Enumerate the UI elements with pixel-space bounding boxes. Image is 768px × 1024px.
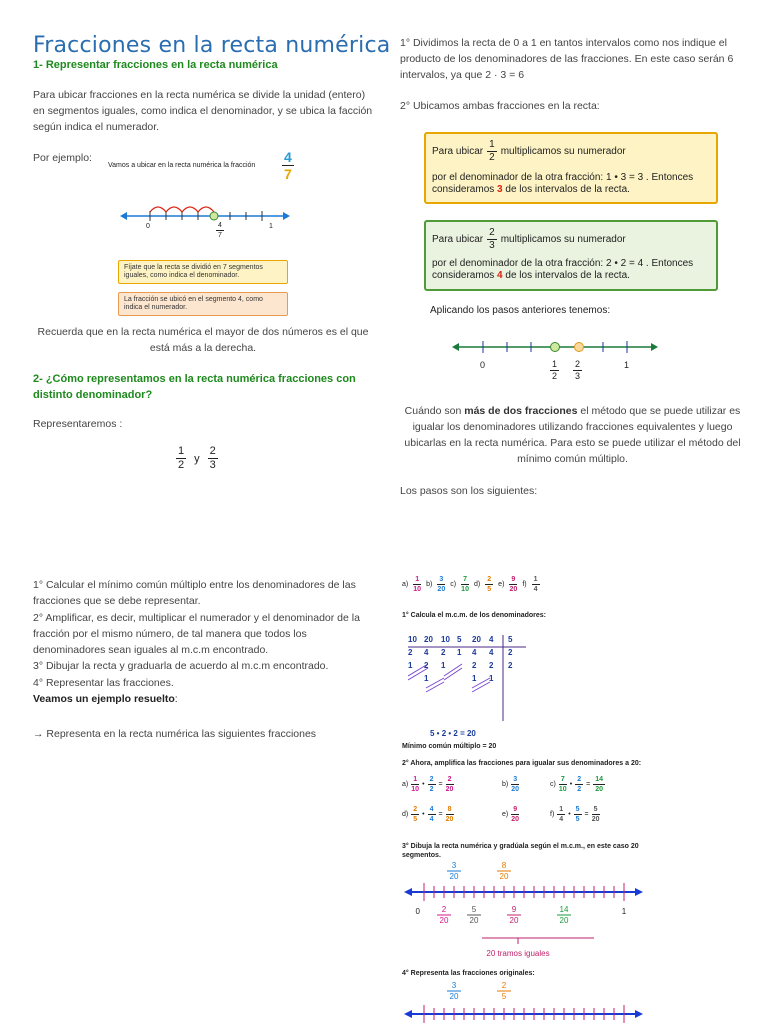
line2-one: 1	[624, 360, 630, 370]
step-3: 3° Dibujar la recta y graduarla de acuerdo al m.c.m encontrado.	[33, 660, 329, 673]
mcm-cell: 10	[408, 635, 417, 644]
step-4: 4° Representar las fracciones.	[33, 676, 174, 689]
mcm-cell: 2	[508, 648, 513, 657]
mcm-cell: 4	[424, 648, 429, 657]
left-arrow	[452, 343, 459, 351]
frac-num: 3	[451, 862, 457, 870]
ampl-label: e)	[502, 811, 509, 818]
line1-zero: 0	[146, 223, 150, 230]
box1-line3a: consideramos	[432, 184, 495, 195]
exercise-prompt: → Representa en la recta numérica las siguientes fracciones	[33, 728, 317, 740]
reminder-text: Recuerda que en la recta numérica el mayor de dos números es el que está más a la derecha.	[37, 326, 369, 354]
number-line-twentieths	[402, 862, 647, 962]
right-arrow	[635, 888, 643, 896]
ampl-result: $\frac{2}{20}$	[445, 776, 454, 793]
ampl-result: $\frac{14}{20}$	[595, 776, 603, 793]
step-2: 2° Amplificar, es decir, multiplicar el numerador y el denominador de la fracción por el mismo número, de tal manera que todos los denominadores sean iguales al m.c.m encontrado.	[33, 611, 360, 657]
hop-arc-2	[166, 207, 182, 212]
frac-den: 20	[559, 916, 569, 925]
box1-highlight: 3	[497, 184, 503, 195]
line1-mark	[216, 222, 224, 239]
ampl-mult: $\frac{4}{4}$	[429, 806, 434, 823]
point-four-sevenths	[210, 212, 218, 220]
point-two-thirds	[575, 343, 584, 352]
example-solved-colon: :	[174, 693, 178, 706]
ampl-result: $\frac{8}{20}$	[445, 806, 454, 823]
hint-box-one-half	[424, 132, 718, 204]
para-b: el método que se puede utilizar es igualar los denominadores utilizando fracciones equivalentes y luego ubicarlas en la recta numérica. Para esto se puede utilizar el método del mínimo común múltiplo.	[404, 405, 741, 465]
fraction-one-half: $\frac{1}{2}$	[178, 445, 185, 471]
mcm-cell: 4	[472, 648, 477, 657]
hop-arc-4	[198, 207, 214, 212]
below-fraction-3	[557, 905, 571, 925]
fractions-pair	[176, 446, 218, 471]
above-fraction-0	[447, 862, 461, 881]
frac-num: 2	[501, 982, 507, 990]
exercise-fractions	[402, 576, 540, 593]
mcm-cell: 1	[424, 674, 429, 683]
ampl-label: d)	[402, 811, 409, 818]
above-fraction-1	[497, 862, 511, 881]
exercise-fraction-5: $\frac{1}{4}$	[533, 576, 538, 593]
frac-den: 20	[439, 916, 449, 925]
below-fraction-1	[467, 905, 481, 925]
frac-num: 9	[511, 905, 517, 914]
ampl-frac: $\frac{9}{20}$	[511, 806, 520, 823]
box1-line2a: por el denominador de la otra fracción:	[432, 172, 604, 183]
frac-den: 20	[449, 872, 459, 881]
box1-pre: Para ubicar	[432, 145, 484, 157]
ampl-label: b)	[502, 781, 509, 788]
amplification-grid	[402, 776, 662, 832]
fraction-two-thirds: $\frac{2}{3}$	[209, 445, 216, 471]
ampl-label: c)	[550, 781, 556, 788]
number-line-sixths	[450, 336, 660, 360]
below-fraction-0	[437, 905, 451, 925]
box1-calc: 1 • 3 = 3	[606, 172, 644, 183]
right-arrow	[635, 1010, 643, 1018]
exercise-fraction-4: $\frac{9}{20}$	[509, 576, 518, 593]
line1-one: 1	[269, 223, 273, 230]
amplification-item	[502, 776, 519, 793]
ampl-frac: $\frac{2}{5}$	[413, 806, 418, 823]
mcm-cell: 20	[424, 635, 433, 644]
mcm-cell: 5	[457, 635, 462, 644]
exercise-label-5: f)	[522, 581, 527, 588]
mcm-cell: 1	[489, 674, 494, 683]
ampl-frac: $\frac{1}{10}$	[411, 776, 420, 793]
hop-arc-1	[150, 207, 166, 212]
amplification-item	[502, 806, 519, 823]
line2-one-half: $\frac{1}{2}$	[552, 359, 558, 381]
page-title: Fracciones en la recta numérica	[33, 33, 391, 58]
example-solved-label: Veamos un ejemplo resuelto	[33, 693, 175, 706]
exercise-fraction-2: $\frac{7}{10}$	[461, 576, 469, 593]
example-label: Por ejemplo:	[33, 152, 92, 164]
box1-line2b: . Entonces	[645, 172, 694, 183]
exercise-label-3: d)	[474, 581, 481, 588]
box2-fraction: $\frac{2}{3}$	[489, 227, 495, 251]
para-a: Cuándo son	[404, 405, 462, 417]
box1-fraction: $\frac{1}{2}$	[489, 139, 495, 163]
ampl-label: a)	[402, 781, 409, 788]
exercise-label-1: b)	[426, 581, 433, 588]
frac-num: 3	[451, 982, 457, 990]
example-frac-den: 7	[284, 166, 292, 182]
right-arrow	[651, 343, 658, 351]
applying-label: Aplicando los pasos anteriores tenemos:	[430, 305, 611, 316]
right-step-1: 1° Dividimos la recta de 0 a 1 en tantos intervalos como nos indique el producto de los denominadores de las fracciones. En este caso serán 6 intervalos, ya que 2 · 3 = 6	[400, 37, 734, 81]
ampl-frac: $\frac{1}{4}$	[559, 806, 564, 823]
conjunction: y	[194, 452, 200, 465]
frac-num: 8	[501, 862, 507, 870]
segments-label: 20 tramos iguales	[486, 949, 550, 958]
exercise-step-1: 1° Calcula el m.c.m. de los denominadores:	[402, 612, 547, 619]
point-one-half	[551, 343, 560, 352]
box2-line3b: de los intervalos de la recta.	[505, 270, 630, 281]
mcm-cell: 2	[508, 661, 513, 670]
ampl-frac: $\frac{3}{20}$	[511, 776, 520, 793]
section1-heading: 1- Representar fracciones en la recta numérica	[33, 59, 278, 71]
ampl-label: f)	[550, 811, 555, 818]
line2-two-thirds: $\frac{2}{3}$	[575, 359, 581, 381]
amplification-item: c) $\frac{7}{10}$ • $\frac{2}{2}$ = $\frac{14}{20}$	[550, 776, 603, 793]
hop-arc-3	[182, 207, 198, 212]
section1-paragraph: Para ubicar fracciones en la recta numérica se divide la unidad (entero) en segmentos iguales, como indica el denominador, y se ubica la facción según indica el numerador.	[33, 89, 373, 133]
one-label: 1	[621, 907, 627, 916]
mcm-cell: 1	[408, 661, 413, 670]
exercise-fraction-0: $\frac{1}{10}$	[413, 576, 422, 593]
ampl-frac: $\frac{7}{10}$	[558, 776, 567, 793]
ampl-mult: $\frac{2}{2}$	[577, 776, 582, 793]
mcm-cell: 2	[424, 661, 429, 670]
exercise-step-4: 4° Representa las fracciones originales:	[402, 970, 535, 977]
originals-fraction-0	[447, 982, 461, 1001]
frac-num: 2	[441, 905, 447, 914]
box1-post: multiplicamos su numerador	[500, 145, 626, 157]
example-fraction	[282, 150, 294, 181]
box2-calc: 2 • 2 = 4	[606, 258, 644, 269]
mcm-cell: 2	[472, 661, 477, 670]
step-1: 1° Calcular el mínimo común múltiplo entre los denominadores de las fracciones que se debe representar.	[33, 579, 356, 608]
box1-line3b: de los intervalos de la recta.	[505, 184, 630, 195]
mcm-calc: 5 • 2 • 2 = 20	[430, 729, 476, 738]
represent-label: Representaremos :	[33, 418, 123, 430]
mcm-cell: 20	[472, 635, 481, 644]
example-caption: Vamos a ubicar en la recta numérica la fracción	[108, 162, 256, 169]
box2-line2a: por el denominador de la otra fracción:	[432, 258, 604, 269]
number-line-originals	[402, 982, 647, 1024]
ampl-result: $\frac{5}{20}$	[591, 806, 600, 823]
box2-line2b: . Entonces	[645, 258, 694, 269]
frac-den: 20	[499, 872, 509, 881]
steps-list	[33, 577, 363, 707]
frac-num: 5	[471, 905, 477, 914]
ampl-mult: $\frac{2}{2}$	[429, 776, 434, 793]
box2-highlight: 4	[497, 270, 503, 281]
exercise-step-3: 3° Dibuja la recta numérica y gradúala según el m.c.m., en este caso 20 segmentos.	[402, 843, 639, 859]
frac-den: 20	[469, 916, 479, 925]
zero-label: 0	[415, 907, 420, 916]
mcm-result: Mínimo común múltiplo = 20	[402, 743, 497, 750]
mcm-cell: 10	[441, 635, 450, 644]
frac-den: 5	[501, 992, 507, 1001]
originals-fraction-1	[497, 982, 511, 1001]
more-fractions-paragraph	[400, 403, 745, 467]
exercise-fraction-1: $\frac{3}{20}$	[437, 576, 446, 593]
below-fraction-2	[507, 905, 521, 925]
mcm-cell: 4	[489, 648, 494, 657]
mcm-cell: 1	[457, 648, 462, 657]
exercise-fraction-3: $\frac{2}{5}$	[487, 576, 492, 593]
right-arrow	[283, 212, 290, 220]
amplification-item: f) $\frac{1}{4}$ • $\frac{5}{5}$ = $\frac{5}{20}$	[550, 806, 600, 823]
amplification-item: d) $\frac{2}{5}$ • $\frac{4}{4}$ = $\frac{8}{20}$	[402, 806, 454, 823]
line1-mark-num: 4	[218, 222, 222, 229]
line2-zero: 0	[480, 360, 486, 370]
mcm-cell: 2	[441, 648, 446, 657]
frac-num: 14	[559, 905, 569, 914]
hint-box-two-thirds	[424, 220, 718, 291]
mcm-cell: 5	[508, 635, 513, 644]
box2-pre: Para ubicar	[432, 233, 484, 245]
example-frac-num: 4	[284, 149, 292, 165]
section2-heading: 2- ¿Cómo representamos en la recta numérica fracciones con distinto denominador?	[33, 373, 356, 401]
exercise-label-0: a)	[402, 581, 409, 588]
exercise-label-4: e)	[498, 581, 505, 588]
note-segments: Fíjate que la recta se dividió en 7 segmentos iguales, como indica el denominador.	[118, 260, 288, 284]
exercise-label-2: c)	[450, 581, 457, 588]
left-arrow	[404, 1010, 412, 1018]
exercise-step-2: 2° Ahora, amplifica las fracciones para igualar sus denominadores a 20:	[402, 760, 642, 767]
line1-mark-den: 7	[218, 232, 222, 239]
amplification-item: a) $\frac{1}{10}$ • $\frac{2}{2}$ = $\frac{2}{20}$	[402, 776, 454, 793]
box2-post: multiplicamos su numerador	[500, 233, 626, 245]
left-arrow	[120, 212, 127, 220]
mcm-cell: 2	[489, 661, 494, 670]
ampl-mult: $\frac{5}{5}$	[575, 806, 580, 823]
number-line-sevenths	[118, 196, 293, 256]
steps-label: Los pasos son los siguientes:	[400, 485, 538, 497]
note-numerator: La fracción se ubicó en el segmento 4, como indica el numerador.	[118, 292, 288, 316]
right-step-2: 2° Ubicamos ambas fracciones en la recta:	[400, 100, 600, 112]
box2-line3a: consideramos	[432, 270, 495, 281]
left-arrow	[404, 888, 412, 896]
mcm-cell: 1	[472, 674, 477, 683]
para-bold: más de dos fracciones	[464, 405, 578, 417]
frac-den: 20	[509, 916, 519, 925]
mcm-cell: 2	[408, 648, 413, 657]
mcm-cell: 1	[441, 661, 446, 670]
frac-den: 20	[449, 992, 459, 1001]
mcm-cell: 4	[489, 635, 494, 644]
